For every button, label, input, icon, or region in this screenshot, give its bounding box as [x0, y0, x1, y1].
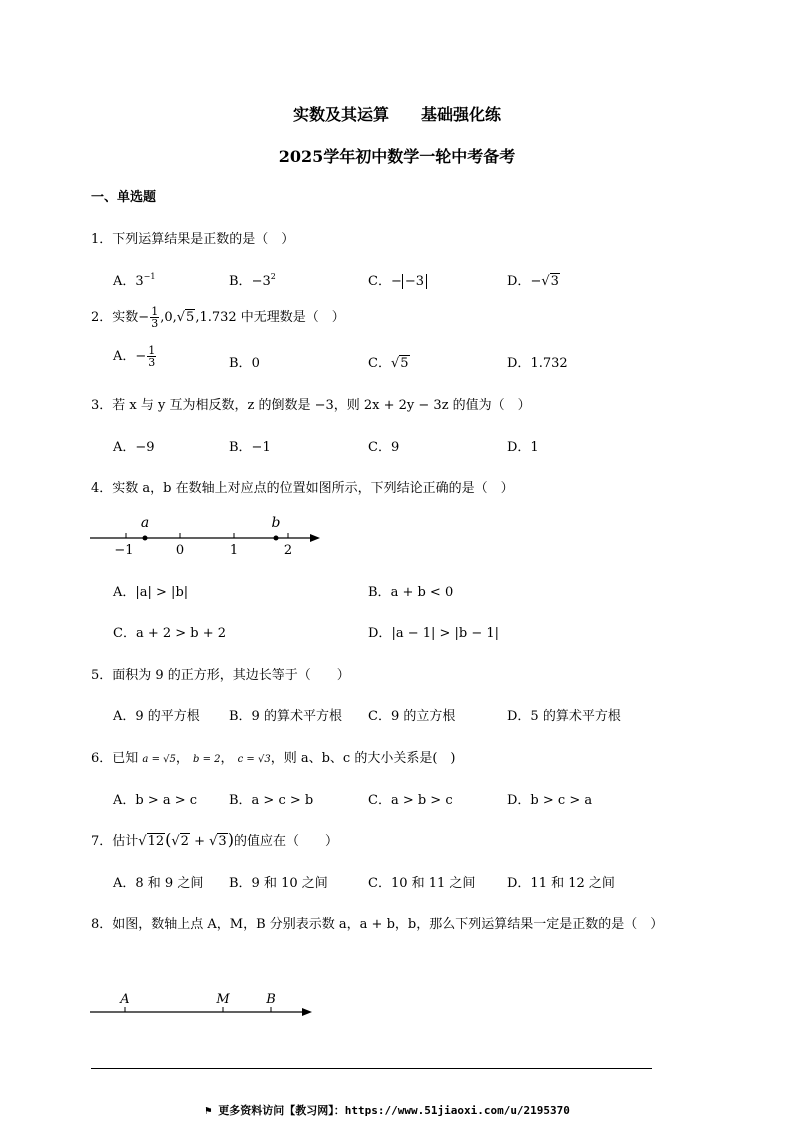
q8-number-line: [88, 988, 320, 1022]
footer-divider: [91, 1068, 652, 1069]
q4-option-d: D．|a − 1| > |b − 1|: [368, 626, 500, 641]
q5-option-a: A．9 的平方根: [113, 709, 200, 724]
q1-option-c: C．− −3: [368, 270, 427, 289]
q1-option-d: D．−√3: [507, 274, 559, 289]
q5-option-c: C．9 的立方根: [368, 709, 456, 724]
q4-option-b: B．a + b < 0: [368, 585, 454, 600]
flag-icon: ⚑: [205, 1104, 219, 1117]
tick-label-neg1: −1: [114, 543, 134, 558]
q2-option-c: C．√5: [368, 356, 409, 371]
label-M: M: [216, 992, 230, 1007]
q2-option-a: A．− $\frac{1}{3}$: [113, 344, 156, 369]
section-heading: 一、单选题: [91, 190, 157, 205]
title-line-2: 2025学年初中数学一轮中考备考: [278, 147, 516, 166]
q6-option-b: B．a > c > b: [229, 793, 314, 808]
q6-option-d: D．b > c > a: [507, 793, 593, 808]
title-line-1: 实数及其运算 基础强化练: [292, 105, 501, 124]
axis-arrow: [310, 534, 320, 542]
question-8: 8．如图，数轴上点 A，M，B 分别表示数 a，a + b，b，那么下列运算结果一定是正数的是（ ）: [91, 917, 664, 932]
point-a: [143, 536, 148, 541]
q7-option-a: A．8 和 9 之间: [113, 876, 204, 891]
question-7: 7．估计√12(√2 + √3)的值应在（ ）: [91, 830, 338, 849]
question-3: 3．若 x 与 y 互为相反数，z 的倒数是 −3，则 2x + 2y − 3z 的值为（ ）: [91, 398, 531, 413]
label-A: A: [120, 992, 130, 1007]
label-b: b: [271, 515, 281, 531]
q4-number-line: [88, 512, 328, 560]
q3-option-c: C．9: [368, 440, 400, 455]
q3-option-b: B．−1: [229, 440, 271, 455]
question-5: 5．面积为 9 的正方形，其边长等于（ ）: [91, 668, 350, 683]
axis-arrow: [302, 1008, 312, 1016]
q4-option-c: C．a + 2 > b + 2: [113, 626, 227, 641]
label-B: B: [266, 992, 276, 1007]
q7-option-c: C．10 和 11 之间: [368, 876, 476, 891]
question-2: 2．实数− $\frac{1}{3}$ ,0,√5,1.732 中无理数是（ ）: [91, 305, 345, 330]
question-6: 6．已知 a = √5， b = 2， c = √3，则 a、b、c 的大小关系是( ): [91, 751, 456, 766]
question-1: 1．下列运算结果是正数的是（ ）: [91, 232, 295, 247]
label-a: a: [140, 515, 150, 531]
footer-link[interactable]: ⚑ 更多资料访问【教习网】：https://www.51jiaoxi.com/u/2195370: [205, 1104, 570, 1117]
q3-option-a: A．−9: [113, 440, 155, 455]
q1-option-b: B．$-3^2$: [229, 272, 276, 289]
tick-label-1: 1: [229, 543, 239, 558]
q2-option-d: D．1.732: [507, 356, 568, 371]
q3-option-d: D．1: [507, 440, 539, 455]
tick-label-0: 0: [175, 543, 185, 558]
q5-option-d: D．5 的算术平方根: [507, 709, 621, 724]
q4-option-a: A．|a| > |b|: [113, 585, 189, 600]
q7-option-b: B．9 和 10 之间: [229, 876, 328, 891]
q2-option-b: B．0: [229, 356, 260, 371]
tick-label-2: 2: [283, 543, 293, 558]
q1-option-a: A．$3^{-1}$: [113, 272, 156, 289]
point-b: [274, 536, 279, 541]
q5-option-b: B．9 的算术平方根: [229, 709, 342, 724]
q6-option-c: C．a > b > c: [368, 793, 453, 808]
q7-option-d: D．11 和 12 之间: [507, 876, 615, 891]
q6-option-a: A．b > a > c: [113, 793, 198, 808]
question-4: 4．实数 a，b 在数轴上对应点的位置如图所示，下列结论正确的是（ ）: [91, 481, 514, 496]
